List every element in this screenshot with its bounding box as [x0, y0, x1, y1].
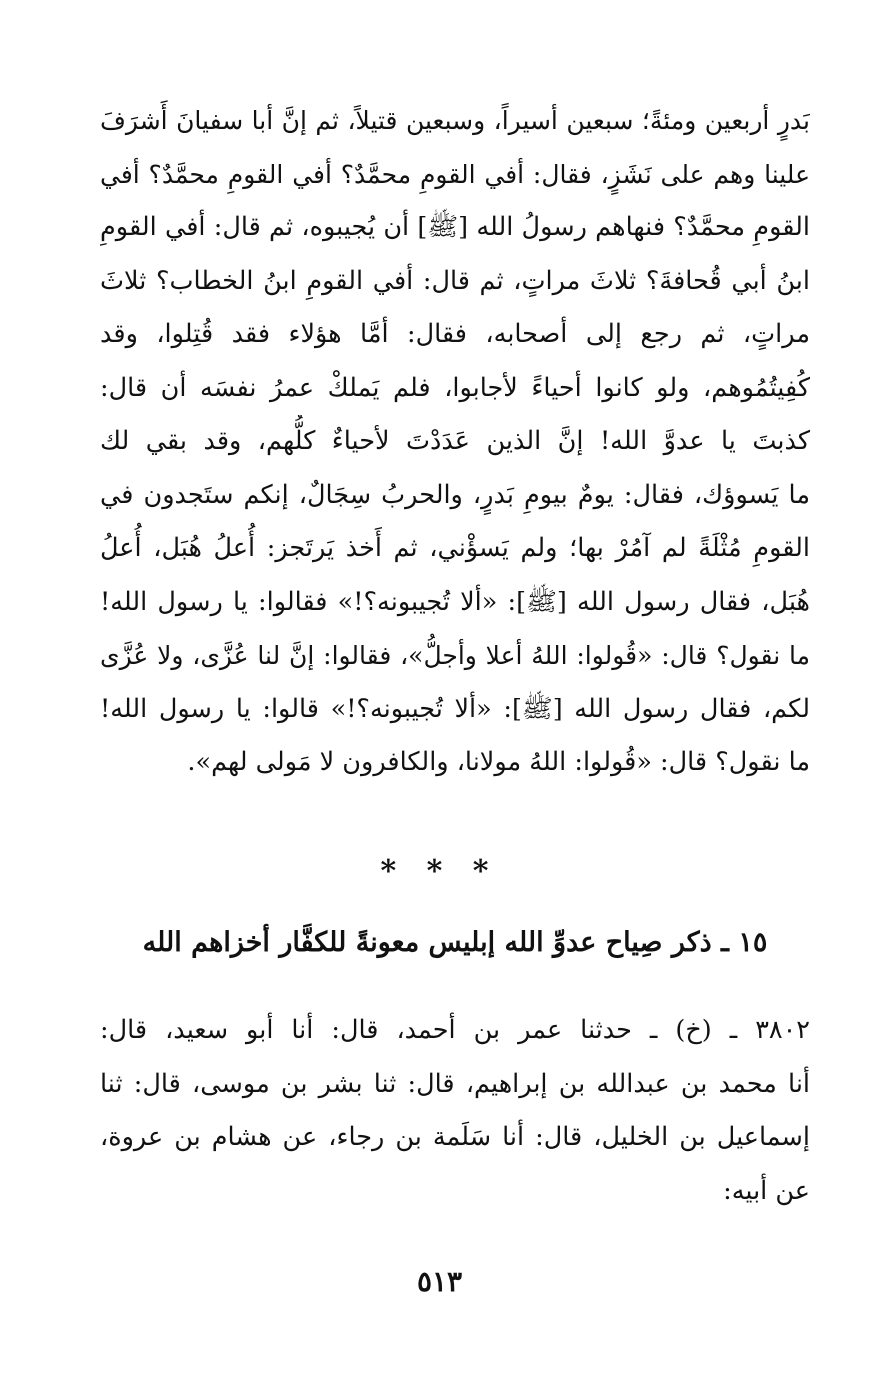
text-line: ٣٨٠٢ ـ (خ) ـ حدثنا عمر بن أحمد، قال: أنا أبو سعيد، قال:	[100, 1015, 810, 1045]
text-line: إسماعيل بن الخليل، قال: أنا سَلَمة بن رجاء، عن هشام بن عروة،	[100, 1122, 810, 1152]
text-line: ما يَسوؤك، فقال: يومٌ بيومِ بَدرٍ، والحربُ سِجَالٌ، إنكم ستَجدون في	[100, 479, 810, 510]
text-line: كذبتَ يا عدوَّ الله! إنَّ الذين عَدَدْتَ لأحياءٌ كلُّهم، وقد بقي لك	[100, 426, 810, 456]
text-line: عن أبيه:	[723, 1175, 810, 1206]
text-line: علينا وهم على نَشَزٍ، فقال: أفي القومِ محمَّدٌ؟ أفي القومِ محمَّدٌ؟ أفي	[100, 159, 810, 189]
text-line: أنا محمد بن عبدالله بن إبراهيم، قال: ثنا بشر بن موسى، قال: ثنا	[100, 1068, 810, 1099]
text-line: ابنُ أبي قُحافةَ؟ ثلاثَ مراتٍ، ثم قال: أفي القومِ ابنُ الخطاب؟ ثلاثَ	[100, 265, 810, 296]
text-line: ما نقول؟ قال: «قُولوا: اللهُ مولانا، والكافرون لا مَولى لهم».	[187, 747, 810, 777]
text-line: هُبَل، فقال رسول الله [ﷺ]: «ألا تُجيبونه؟!» فقالوا: يا رسول الله!	[100, 586, 810, 617]
text-line: بَدرٍ أربعين ومئةً؛ سبعين أسيراً، وسبعين قتيلاً، ثم إنَّ أبا سفيانَ أَشرَفَ	[100, 106, 810, 135]
hadith-narrative-paragraph	[100, 94, 810, 790]
text-line: ما نقول؟ قال: «قُولوا: اللهُ أعلا وأجلُّ»، فقالوا: إنَّ لنا عُزَّى، ولا عُزَّى	[100, 641, 810, 670]
text-line: مراتٍ، ثم رجع إلى أصحابه، فقال: أمَّا هؤلاء فقد قُتِلوا، وقد	[100, 319, 810, 349]
text-line: كُفِيتُمُوهم، ولو كانوا أحياءً لأجابوا، فلم يَملكْ عمرُ نفسَه أن قال:	[100, 372, 810, 403]
text-line: لكم، فقال رسول الله [ﷺ]: «ألا تُجيبونه؟!» قالوا: يا رسول الله!	[100, 693, 810, 724]
text-line: القومِ محمَّدٌ؟ فنهاهم رسولُ الله [ﷺ] أن يُجيبوه، ثم قال: أفي القومِ	[100, 212, 810, 242]
hadith-chain-paragraph	[100, 1004, 810, 1218]
section-heading: ١٥ ـ ذكر صِياح عدوِّ الله إبليس معونةً للكفَّار أخزاهم الله	[142, 927, 768, 958]
text-line: القومِ مُثْلَةً لم آمُرْ بها؛ ولم يَسؤْني، ثم أَخذ يَرتَجز: أُعلُ هُبَل، أُعلُ	[100, 533, 810, 563]
section-separator: * * *	[380, 854, 499, 889]
page-number: ٥١٣	[416, 1265, 463, 1298]
